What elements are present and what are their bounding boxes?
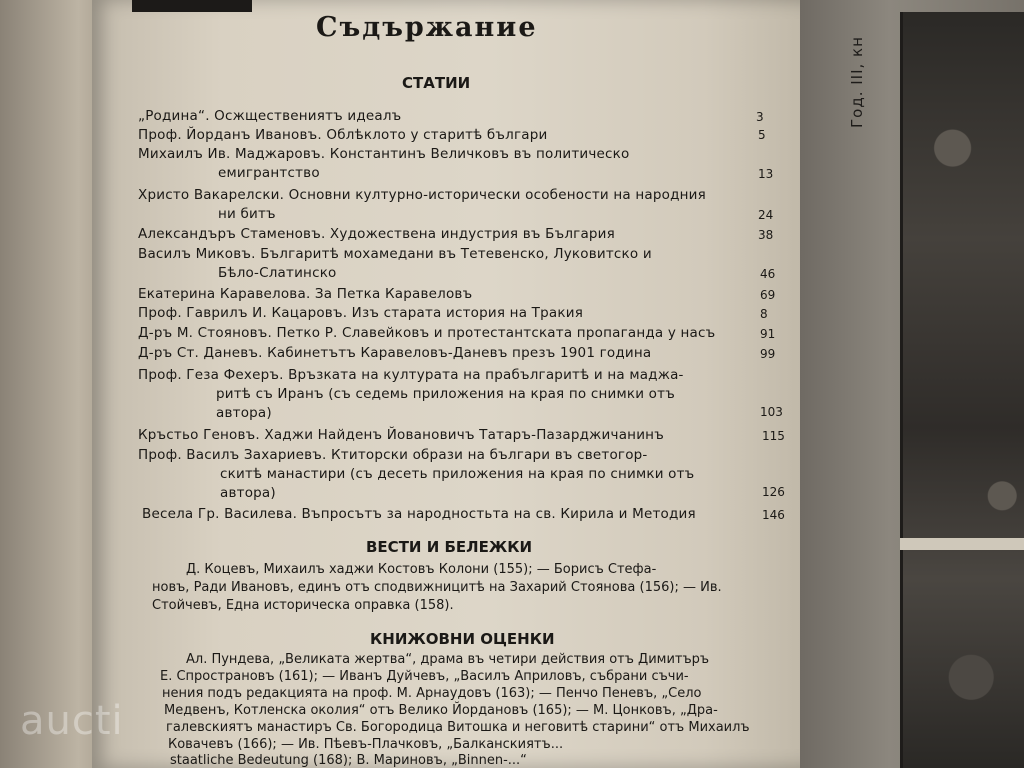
entry-line: Проф. Гаврилъ И. Кацаровъ. Изъ старата история на Тракия <box>138 305 584 321</box>
entry-line: Бѣло-Слатинско <box>218 265 337 281</box>
page-number: 126 <box>762 485 785 499</box>
entry-line: Христо Вакарелски. Основни културно-исторически особености на народния <box>138 187 706 203</box>
paragraph-line: нения подъ редакцията на проф. М. Арнаудовъ (163); — Пенчо Пеневъ, „Село <box>162 686 702 701</box>
section-reviews-heading: КНИЖОВНИ ОЦЕНКИ <box>370 630 555 648</box>
paragraph-line: Ал. Пундева, „Великата жертва“, драма въ четири действия отъ Димитъръ <box>186 652 710 667</box>
entry-line: скитѣ манастири (съ десеть приложения на края по снимки отъ <box>220 466 695 482</box>
page-number: 103 <box>760 405 783 419</box>
paragraph-line: staatliche Bedeutung (168); В. Мариновъ, „Binnen-...“ <box>170 753 527 768</box>
paragraph-line: Медвенъ, Котленска околия“ отъ Велико Йордановъ (165); — М. Цонковъ, „Дра- <box>164 703 718 718</box>
entry-line: ни битъ <box>218 206 276 222</box>
page-number: 13 <box>758 167 774 181</box>
entry-line: Екатерина Каравелова. За Петка Каравеловъ <box>138 286 473 302</box>
page-number: 38 <box>758 228 774 242</box>
paragraph-line: Стойчевъ, Една историческа оправка (158). <box>152 598 454 613</box>
entry-line: ритѣ съ Иранъ (съ седемь приложения на края по снимки отъ <box>216 386 675 402</box>
entry-line: автора) <box>220 485 276 501</box>
entry-line: Василъ Миковъ. Българитѣ мохамедани въ Тетевенско, Луковитско и <box>138 246 652 262</box>
page-number: 5 <box>758 128 766 142</box>
fresco-band <box>900 538 1024 550</box>
page-number: 146 <box>762 508 785 522</box>
entry-line: „Родина“. Осжществениятъ идеалъ <box>138 108 402 124</box>
entry-line: Весела Гр. Василева. Въпросътъ за народностьта на св. Кирила и Методия <box>142 506 696 522</box>
paragraph-line: Е. Спространовъ (161); — Иванъ Дуйчевъ, „Василъ Априловъ, събрани съчи- <box>160 669 689 684</box>
header-rule <box>132 0 252 12</box>
entry-line: Александъръ Стаменовъ. Художествена индустрия въ България <box>138 226 615 242</box>
entry-line: Кръстьо Геновъ. Хаджи Найденъ Йовановичъ Татаръ-Пазарджичанинъ <box>138 427 664 443</box>
watermark: aucti <box>20 698 124 744</box>
section-news-heading: ВЕСТИ И БЕЛЕЖКИ <box>366 538 533 556</box>
page-number: 8 <box>760 307 768 321</box>
entry-line: Проф. Йорданъ Ивановъ. Облѣклото у старитѣ българи <box>138 127 548 143</box>
page-number: 3 <box>756 110 764 124</box>
page-number: 46 <box>760 267 776 281</box>
fresco-image <box>900 12 1024 768</box>
page-number: 24 <box>758 208 774 222</box>
paragraph-line: Ковачевъ (166); — Ив. Пѣевъ-Плачковъ, „Балканскиятъ... <box>168 737 564 752</box>
entry-line: Проф. Геза Фехеръ. Връзката на културата на прабългаритѣ и на маджа- <box>138 367 684 383</box>
entry-line: автора) <box>216 405 272 421</box>
section-articles-heading: СТАТИИ <box>402 74 471 92</box>
spine-label: Год. III, кн <box>848 36 866 128</box>
entry-line: емигрантство <box>218 165 320 181</box>
entry-line: Д-ръ М. Стояновъ. Петко Р. Славейковъ и протестантската пропаганда у насъ <box>138 325 716 341</box>
page-title: Съдържание <box>316 12 538 43</box>
paragraph-line: галевскиятъ манастиръ Св. Богородица Витошка и неговитѣ старини“ отъ Михаилъ <box>166 720 750 735</box>
page-number: 69 <box>760 288 776 302</box>
paragraph-line: Д. Коцевъ, Михаилъ хаджи Костовъ Колони (155); — Борисъ Стефа- <box>186 562 657 577</box>
page-number: 99 <box>760 347 776 361</box>
page-number: 91 <box>760 327 776 341</box>
page-number: 115 <box>762 429 785 443</box>
entry-line: Михаилъ Ив. Маджаровъ. Константинъ Величковъ въ политическо <box>138 146 630 162</box>
paragraph-line: новъ, Ради Ивановъ, единъ отъ сподвижницитѣ на Захарий Стоянова (156); — Ив. <box>152 580 722 595</box>
entry-line: Проф. Василъ Захариевъ. Ктиторски образи на българи въ светогор- <box>138 447 648 463</box>
entry-line: Д-ръ Ст. Даневъ. Кабинетътъ Каравеловъ-Даневъ презъ 1901 година <box>138 345 652 361</box>
